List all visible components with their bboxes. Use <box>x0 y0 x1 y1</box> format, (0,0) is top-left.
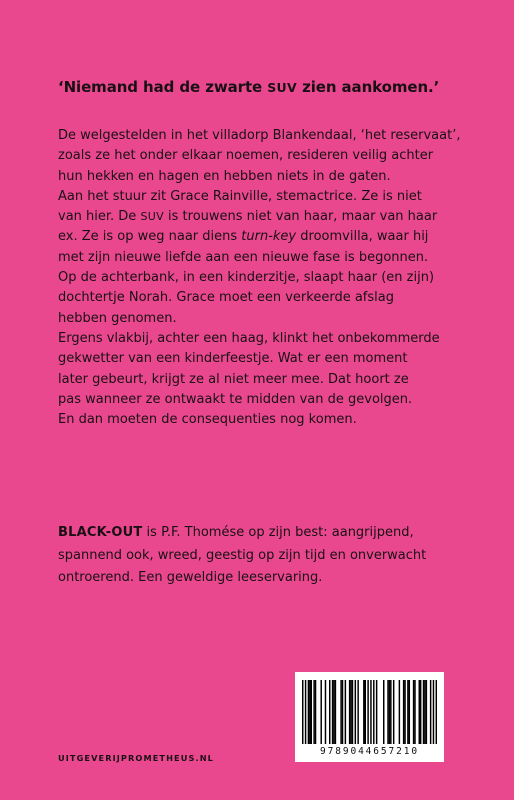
barcode-bar <box>430 680 431 744</box>
barcode-bar <box>325 680 326 744</box>
isbn-number: 9789044657210 <box>319 746 420 757</box>
barcode-bar <box>389 680 390 744</box>
barcode-bar <box>433 680 434 744</box>
tagline-after: zien aankomen.’ <box>296 78 440 96</box>
blurb-line: gekwetter van een kinderfeestje. Wat er een moment <box>58 351 408 367</box>
blurb-italic: turn-key <box>241 229 297 245</box>
barcode-bars <box>302 680 437 744</box>
closing-line: spannend ook, wreed, geestig op zijn tijd en onverwacht <box>58 547 427 563</box>
barcode-bar <box>373 680 374 744</box>
barcode-bar <box>393 680 394 744</box>
blurb-line: pas wanneer ze ontwaakt te midden van de gevolgen. <box>58 391 413 407</box>
barcode-bar <box>320 680 321 744</box>
book-title: BLACK-OUT <box>58 525 143 540</box>
barcode-bar <box>420 680 421 744</box>
blurb-line: Ergens vlakbij, achter een haag, klinkt het onbekommerde <box>58 330 440 346</box>
blurb-line: Aan het stuur zit Grace Rainville, stemactrice. Ze is niet <box>58 188 422 204</box>
barcode-bar <box>305 680 306 744</box>
tagline-smallcaps: SUV <box>267 80 297 95</box>
barcode-bar <box>376 680 377 744</box>
barcode-bar <box>332 680 333 744</box>
barcode-bar <box>350 680 351 744</box>
blurb-line: En dan moeten de consequenties nog komen. <box>58 412 357 428</box>
barcode-bar <box>309 680 310 744</box>
barcode-bar <box>404 680 405 744</box>
barcode-bar <box>436 680 437 744</box>
barcode-bar <box>383 680 384 744</box>
barcode-bar <box>315 680 316 744</box>
blurb-smallcaps: SUV <box>140 210 164 224</box>
blurb-line-part: ex. Ze is op weg naar diens <box>58 229 242 245</box>
blurb-line <box>58 227 478 247</box>
blurb-line-part: droomvilla, waar hij <box>296 229 429 245</box>
closing-paragraph <box>58 522 478 590</box>
barcode-bar <box>424 680 425 744</box>
barcode-bar <box>413 680 414 744</box>
blurb-line <box>58 207 478 227</box>
closing-line <box>58 522 478 545</box>
tagline-quote <box>58 78 488 96</box>
barcode-bar <box>399 680 400 744</box>
barcode-bar <box>370 680 371 744</box>
barcode-bar <box>355 680 356 744</box>
barcode-bar <box>311 680 312 744</box>
blurb-line: De welgestelden in het villadorp Blankendaal, ‘het reservaat’, <box>58 128 461 143</box>
barcode-bar <box>345 680 346 744</box>
barcode-bar <box>390 680 391 744</box>
barcode-bar <box>423 680 424 744</box>
barcode-bar <box>352 680 353 744</box>
isbn-barcode <box>295 672 444 762</box>
closing-line-part: is P.F. Thomése op zijn best: aangrijpend, <box>142 525 414 540</box>
blurb-line: dochtertje Norah. Grace moet een verkeerde afslag <box>58 290 394 306</box>
blurb-line: hebben genomen. <box>58 310 177 326</box>
barcode-bar <box>426 680 427 744</box>
barcode-bar <box>414 680 415 744</box>
barcode-bar <box>335 680 336 744</box>
blurb-line: later gebeurt, krijgt ze al niet meer mee. Dat hoort ze <box>58 371 409 387</box>
tagline-before: ‘Niemand had de zwarte <box>58 78 268 96</box>
barcode-bar <box>365 680 366 744</box>
barcode-bar <box>407 680 408 744</box>
closing-line: ontroerend. Een geweldige leeservaring. <box>58 570 323 585</box>
barcode-bar <box>329 680 330 744</box>
blurb-line-part: is trouwens niet van haar, maar van haar <box>163 209 438 225</box>
barcode-bar <box>419 680 420 744</box>
blurb-line: met zijn nieuwe liefde aan een nieuwe fase is begonnen. <box>58 249 429 265</box>
barcode-bar <box>357 680 358 744</box>
barcode-bar <box>313 680 314 744</box>
barcode-bar <box>363 680 364 744</box>
barcode-bar <box>342 680 343 744</box>
blurb-line: zoals ze het onder elkaar noemen, resideren veilig achter <box>58 148 434 164</box>
barcode-bar <box>409 680 410 744</box>
barcode-bar <box>403 680 404 744</box>
barcode-bar <box>387 680 388 744</box>
blurb-line: hun hekken en hagen en hebben niets in de gaten. <box>58 168 391 184</box>
barcode-bar <box>367 680 368 744</box>
barcode-bar <box>302 680 303 744</box>
blurb-line: Op de achterbank, in een kinderzitje, slaapt haar (en zijn) <box>58 270 435 286</box>
barcode-bar <box>308 680 309 744</box>
blurb-line-part: van hier. De <box>58 209 141 225</box>
blurb-paragraph <box>58 126 478 430</box>
publisher-url: UITGEVERIJPROMETHEUS.NL <box>58 753 214 763</box>
barcode-bar <box>333 680 334 744</box>
barcode-bar <box>340 680 341 744</box>
barcode-bar <box>349 680 350 744</box>
